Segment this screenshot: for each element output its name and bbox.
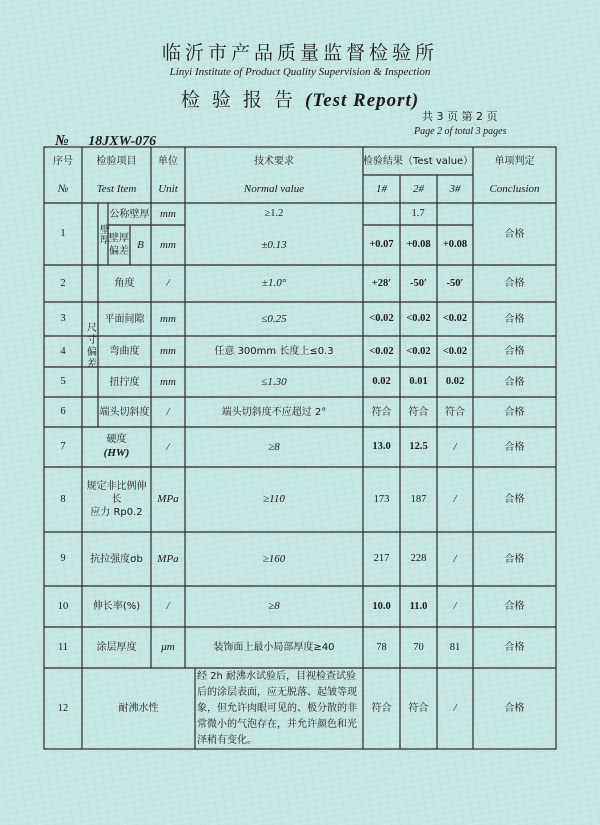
col-conclusion-en: Conclusion [489,182,540,195]
row10-conclusion: 合格 [504,601,525,612]
page-count-cn: 共 3 页 第 2 页 [422,110,498,123]
row7-conclusion: 合格 [504,441,525,453]
row2-r2: -50′ [410,277,427,289]
group-wall-thickness: 壁厚 [97,224,109,244]
row12-r1: 符合 [371,703,392,714]
row10-no: 10 [57,600,69,612]
row8-item: 规定非比例伸长 [86,481,147,505]
row6-requirement: 端头切斜度不应超过 2° [221,406,327,418]
row5-unit: mm [160,375,176,388]
col-unit-en: Unit [158,182,178,195]
row3-item: 平面间隙 [104,313,145,325]
col-requirement-cn: 技术要求 [254,155,294,167]
row1a-result: 1.7 [411,208,425,220]
row5-no: 5 [60,376,66,388]
row1b-r1: +0.07 [369,239,394,251]
row2-conclusion: 合格 [504,278,525,289]
row12-requirement: 经 2h 耐沸水试验后，目视检查试验后的涂层表面，应无脱落、起皱等现象，但允许肉眼可见的、极分散的非常微小的气泡存在，并允许颜色和光泽稍有变化。 [197,670,357,746]
row10-r2: 11.0 [409,600,428,612]
row9-unit: MPa [157,552,179,565]
row2-unit: / [166,277,170,290]
row5-r3: 0.02 [445,376,465,388]
col-item-cn: 检验项目 [96,155,137,167]
row1a-unit: mm [160,207,176,220]
row5-conclusion: 合格 [504,376,525,388]
row11-no: 11 [57,641,69,653]
row8-item-cell [82,467,151,532]
row12-conclusion: 合格 [504,703,525,714]
row1-conclusion: 合格 [504,228,525,240]
institute-name-en: Linyi Institute of Product Quality Supervision & Inspection [169,66,431,78]
row2-requirement: ±1.0° [261,277,287,290]
row1b-unit: mm [160,238,176,251]
row7-r1: 13.0 [372,441,391,453]
row9-no: 9 [60,553,66,565]
row9-r3: / [453,552,457,565]
row1a-requirement: ≥1.2 [264,208,284,220]
row3-r3: <0.02 [442,313,468,325]
row5-requirement: ≤1.30 [261,375,287,388]
row8-item-sub: 应力 Rp0.2 [90,507,143,518]
row2-r3: -50′ [446,277,464,289]
row2-no: 2 [60,277,66,289]
row1b-requirement: ±0.13 [261,238,287,251]
row12-r3: / [453,702,457,715]
col-result-2: 2# [413,182,424,195]
col-conclusion-cn: 单项判定 [494,155,535,167]
row9-item: 抗拉强度σb [90,553,143,565]
row8-r3: / [453,493,457,506]
row10-r3: / [453,600,457,613]
row8-unit: MPa [157,493,179,506]
row5-r1: 0.02 [372,376,391,388]
row3-r1: <0.02 [369,313,394,325]
row2-r1: +28′ [371,277,392,289]
report-number-value: 18JXW-076 [88,134,157,149]
col-requirement-en: Normal value [243,182,305,195]
row9-r2: 228 [410,553,427,565]
row11-r2: 70 [413,641,424,653]
row6-conclusion: 合格 [504,406,525,418]
row1b-symbol: B [137,238,144,251]
row6-item: 端头切斜度 [99,406,150,418]
row3-conclusion: 合格 [504,313,525,325]
row8-conclusion: 合格 [504,494,525,505]
row7-item-sub: (HW) [103,447,130,460]
number-mark: № [55,133,69,149]
row8-requirement: ≥110 [263,493,285,506]
row10-unit: / [166,600,170,613]
row2-item: 角度 [114,278,135,289]
col-seq-cn: 序号 [53,155,73,167]
row4-unit: mm [160,345,176,358]
row4-r3: <0.02 [442,345,468,357]
row3-requirement: ≤0.25 [261,312,287,325]
row8-r2: 187 [410,493,427,505]
col-unit-cn: 单位 [158,155,178,167]
row11-r3: 81 [449,641,461,653]
row1b-r3: +0.08 [442,239,468,251]
row6-r2: 符合 [408,406,429,418]
row7-r3: / [453,440,457,453]
row4-conclusion: 合格 [504,346,525,357]
row10-item: 伸长率(%) [92,601,141,612]
row3-unit: mm [160,312,176,325]
row7-r2: 12.5 [409,441,428,453]
col-seq-en: № [57,182,69,195]
institute-name-cn: 临沂市产品质量监督检验所 [161,42,438,64]
row6-unit: / [166,405,170,418]
row11-requirement: 装饰面上最小局部厚度≥40 [213,642,335,653]
report-title-en: (Test Report) [305,90,420,111]
row12-r2: 符合 [408,703,429,714]
row11-unit: μm [161,641,175,654]
row6-r1: 符合 [371,406,392,418]
row4-r2: <0.02 [406,345,431,357]
row10-r1: 10.0 [372,600,391,612]
row11-item: 涂层厚度 [96,642,137,653]
col-result-3: 3# [449,182,461,195]
row4-requirement: 任意 300mm 长度上≤0.3 [214,346,334,357]
row4-r1: <0.02 [369,345,394,357]
row9-conclusion: 合格 [504,553,525,565]
row5-item: 扭拧度 [109,376,140,388]
page-count-en: Page 2 of total 3 pages [414,126,507,137]
col-item-en: Test Item [96,182,137,195]
row3-no: 3 [60,313,66,325]
row3-r2: <0.02 [406,313,431,325]
row6-r3: 符合 [445,406,465,418]
row9-requirement: ≥160 [262,552,286,565]
row11-conclusion: 合格 [504,642,525,653]
row4-no: 4 [60,345,66,357]
row12-item: 耐沸水性 [118,703,159,714]
report-title-cn: 检 验 报 告 [180,89,296,111]
row1b-item: 壁厚偏差 [109,233,129,257]
row12-no: 12 [57,702,69,714]
col-result-1: 1# [376,182,387,195]
row5-r2: 0.01 [409,376,428,388]
group-size-deviation: 尺寸偏差 [84,322,96,370]
row7-unit: / [166,440,170,453]
row1b-r2: +0.08 [406,239,431,251]
row7-item-cell [82,427,151,467]
row1a-item: 公称壁厚 [109,208,150,220]
row7-requirement: ≥8 [268,440,280,453]
row4-item: 弯曲度 [109,346,140,357]
row6-no: 6 [60,406,66,418]
row11-r1: 78 [376,641,387,653]
row1-no: 1 [60,228,66,240]
row10-requirement: ≥8 [268,600,280,613]
row8-r1: 173 [373,493,390,505]
row9-r1: 217 [373,553,390,565]
row7-no: 7 [60,441,66,453]
row8-no: 8 [60,493,66,505]
col-result-cn: 检验结果（Test value） [363,155,474,167]
row7-item: 硬度 [106,434,127,446]
